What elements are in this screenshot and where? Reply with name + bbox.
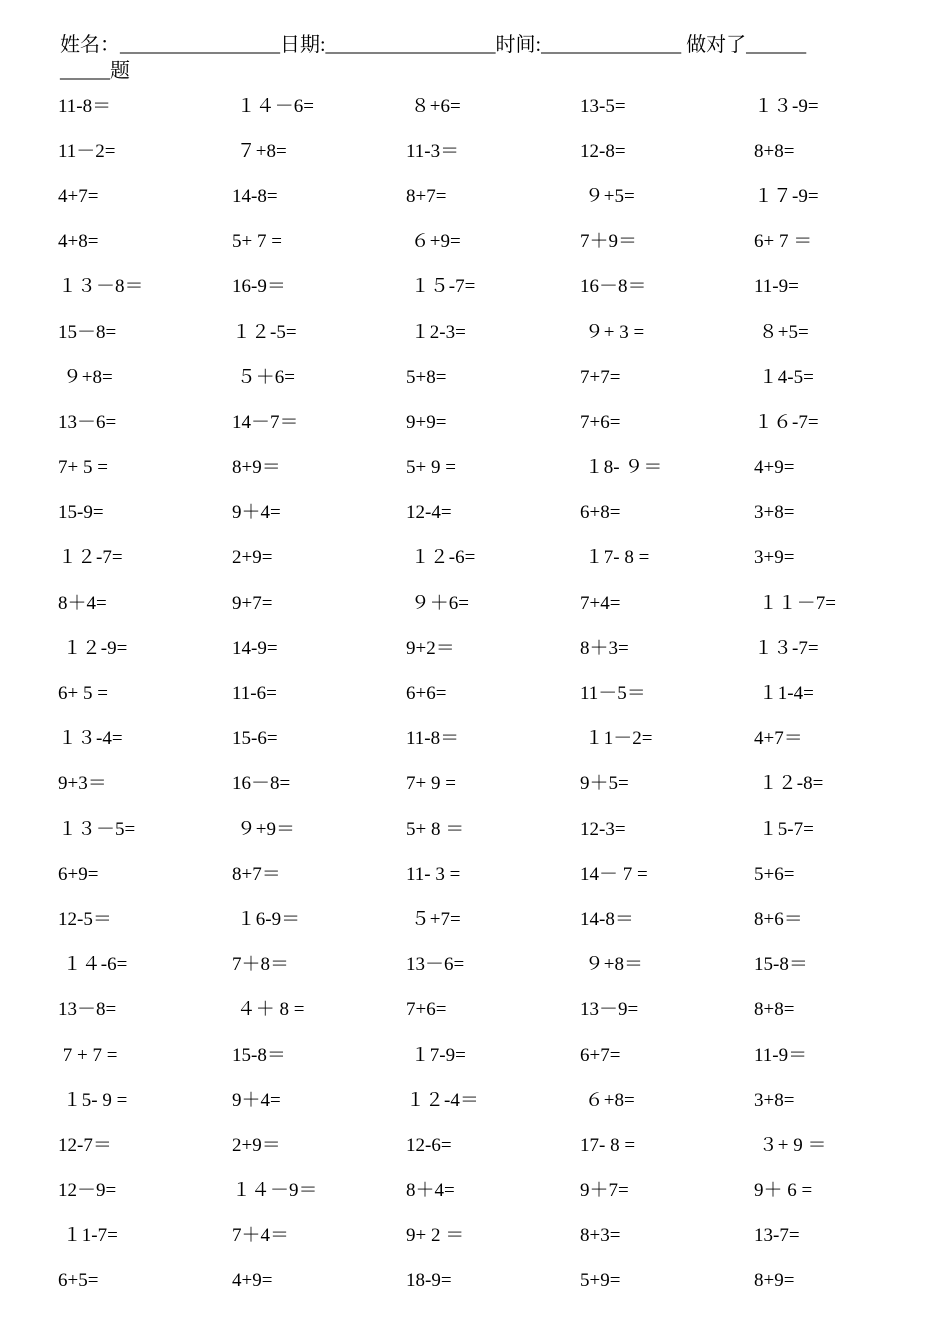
problem-row — [58, 129, 928, 174]
arithmetic-problem: 6+8= — [580, 502, 621, 524]
arithmetic-problem: １２-8= — [754, 773, 824, 795]
arithmetic-problem: １２-4＝ — [406, 1089, 479, 1111]
arithmetic-problem: 8+7＝ — [232, 863, 281, 885]
arithmetic-problem: ７+8= — [232, 140, 287, 162]
arithmetic-problem: 8+7= — [406, 185, 447, 207]
problem-row — [58, 536, 928, 581]
arithmetic-problem: 3+9= — [754, 547, 795, 569]
arithmetic-problem: 6+ 7 ＝ — [754, 231, 813, 253]
arithmetic-problem: 3+8= — [754, 502, 795, 524]
arithmetic-problem: １5- 9 = — [58, 1089, 128, 1111]
arithmetic-problem: １３-4= — [58, 728, 123, 750]
arithmetic-problem: 17- 8 = — [580, 1134, 636, 1156]
arithmetic-problem: 8＋4= — [58, 592, 107, 614]
problem-row — [58, 943, 928, 988]
arithmetic-problem: 16-9＝ — [232, 276, 286, 298]
arithmetic-problem: ９+8= — [58, 366, 113, 388]
problem-row — [58, 1214, 928, 1259]
arithmetic-problem: １２-7= — [58, 547, 123, 569]
problem-row — [58, 265, 928, 310]
arithmetic-problem: １３-9= — [754, 95, 819, 117]
header-fields-line: 姓名：________________日期:_________________时间:______________ 做对了______ — [60, 34, 807, 56]
arithmetic-problem: 7＋4＝ — [232, 1225, 290, 1247]
arithmetic-problem: １5-7= — [754, 818, 814, 840]
arithmetic-problem: ９+8＝ — [580, 954, 643, 976]
arithmetic-problem: 3+8= — [754, 1089, 795, 1111]
arithmetic-problem: 9＋7= — [580, 1180, 629, 1202]
problem-row — [58, 988, 928, 1033]
arithmetic-problem: 12-3= — [580, 818, 626, 840]
arithmetic-problem: 16－8＝ — [580, 276, 647, 298]
arithmetic-problem: 12-8= — [580, 140, 626, 162]
arithmetic-problem: 5+ 7 = — [232, 231, 282, 253]
arithmetic-problem: ３+ 9 ＝ — [754, 1134, 827, 1156]
arithmetic-problem: 15-6= — [232, 728, 278, 750]
arithmetic-problem: 18-9= — [406, 1270, 452, 1292]
arithmetic-problem: 9+9= — [406, 411, 447, 433]
arithmetic-problem: 6+6= — [406, 683, 447, 705]
arithmetic-problem: 16－8= — [232, 773, 291, 795]
problem-row — [58, 1169, 928, 1214]
arithmetic-problem: 7+ 5 = — [58, 457, 108, 479]
arithmetic-problem: 7+6= — [580, 411, 621, 433]
arithmetic-problem: 8+3= — [580, 1225, 621, 1247]
problem-row — [58, 1123, 928, 1168]
arithmetic-problem: 6+ 5 = — [58, 683, 108, 705]
arithmetic-problem: ９＋6= — [406, 592, 469, 614]
problem-row — [58, 400, 928, 445]
arithmetic-problem: ６+8= — [580, 1089, 635, 1111]
problem-row — [58, 581, 928, 626]
arithmetic-problem: １３－5= — [58, 818, 136, 840]
arithmetic-problem: １２-9= — [58, 637, 128, 659]
arithmetic-problem: ８+6= — [406, 95, 461, 117]
arithmetic-problem: 13-5= — [580, 95, 626, 117]
arithmetic-problem: 14－7＝ — [232, 411, 299, 433]
arithmetic-problem: 5+6= — [754, 863, 795, 885]
problem-row — [58, 852, 928, 897]
arithmetic-problem: ５＋6= — [232, 366, 295, 388]
worksheet-header — [60, 32, 930, 84]
arithmetic-problem: 9＋5= — [580, 773, 629, 795]
arithmetic-problem: 12-5＝ — [58, 908, 112, 930]
arithmetic-problem: 5+ 8 ＝ — [406, 818, 465, 840]
arithmetic-problem: 14－ 7 = — [580, 863, 648, 885]
arithmetic-problem: 7＋9＝ — [580, 231, 638, 253]
arithmetic-problem: １２-5= — [232, 321, 297, 343]
problem-row — [58, 220, 928, 265]
arithmetic-problem: 4+8= — [58, 231, 99, 253]
arithmetic-problem: 7+4= — [580, 592, 621, 614]
arithmetic-problem: 13－6= — [58, 411, 117, 433]
arithmetic-problem: ６+9= — [406, 231, 461, 253]
problem-row — [58, 1259, 928, 1304]
arithmetic-problem: 9+7= — [232, 592, 273, 614]
arithmetic-problem: 7+7= — [580, 366, 621, 388]
arithmetic-problem: 11-8＝ — [406, 728, 460, 750]
arithmetic-problem: 14-8＝ — [580, 908, 634, 930]
arithmetic-problem: １３－8＝ — [58, 276, 144, 298]
arithmetic-problem: 4+7= — [58, 185, 99, 207]
arithmetic-problem: 6+7= — [580, 1044, 621, 1066]
arithmetic-problem: １２-6= — [406, 547, 476, 569]
arithmetic-problem: 7+ 9 = — [406, 773, 456, 795]
arithmetic-problem: ９+5= — [580, 185, 635, 207]
arithmetic-problem: 9＋ 6 = — [754, 1180, 813, 1202]
arithmetic-problem: 6+9= — [58, 863, 99, 885]
arithmetic-problem: １7-9= — [406, 1044, 466, 1066]
arithmetic-problem: 4+7＝ — [754, 728, 803, 750]
problem-row — [58, 310, 928, 355]
arithmetic-problem: 6+5= — [58, 1270, 99, 1292]
problem-row — [58, 717, 928, 762]
arithmetic-problem: 9+ 2 ＝ — [406, 1225, 465, 1247]
arithmetic-problem: １6-9＝ — [232, 908, 301, 930]
problem-grid — [58, 84, 928, 1304]
problem-row — [58, 807, 928, 852]
problem-row — [58, 355, 928, 400]
arithmetic-problem: 11-3＝ — [406, 140, 460, 162]
problem-row — [58, 491, 928, 536]
arithmetic-problem: １４-6= — [58, 954, 128, 976]
arithmetic-problem: 14-9= — [232, 637, 278, 659]
problem-row — [58, 1033, 928, 1078]
arithmetic-problem: 7 + 7 = — [58, 1044, 118, 1066]
arithmetic-problem: 5+9= — [580, 1270, 621, 1292]
arithmetic-problem: 11- 3 = — [406, 863, 461, 885]
problem-row — [58, 762, 928, 807]
arithmetic-problem: 4+9= — [754, 457, 795, 479]
arithmetic-problem: １４－6= — [232, 95, 314, 117]
arithmetic-problem: 12-4= — [406, 502, 452, 524]
arithmetic-problem: １４－9＝ — [232, 1180, 318, 1202]
arithmetic-problem: １６-7= — [754, 411, 819, 433]
arithmetic-problem: 2+9= — [232, 547, 273, 569]
problem-row — [58, 84, 928, 129]
arithmetic-problem: 9+2＝ — [406, 637, 455, 659]
arithmetic-problem: 8+8= — [754, 999, 795, 1021]
arithmetic-problem: １4-5= — [754, 366, 814, 388]
arithmetic-problem: 8+8= — [754, 140, 795, 162]
arithmetic-problem: 13－9= — [580, 999, 639, 1021]
arithmetic-problem: 12－9= — [58, 1180, 117, 1202]
arithmetic-problem: ４＋ 8 = — [232, 999, 305, 1021]
arithmetic-problem: 12-7＝ — [58, 1134, 112, 1156]
arithmetic-problem: １7- 8 = — [580, 547, 650, 569]
problem-row — [58, 671, 928, 716]
arithmetic-problem: 13－8= — [58, 999, 117, 1021]
arithmetic-problem: 15-9= — [58, 502, 104, 524]
arithmetic-problem: 7＋8＝ — [232, 954, 290, 976]
arithmetic-problem: 8+9= — [754, 1270, 795, 1292]
arithmetic-problem: ９+9＝ — [232, 818, 295, 840]
arithmetic-problem: 9＋4= — [232, 502, 281, 524]
arithmetic-problem: 11-8＝ — [58, 95, 112, 117]
arithmetic-problem: １５-7= — [406, 276, 476, 298]
arithmetic-problem: 13－6= — [406, 954, 465, 976]
arithmetic-problem: 8＋4= — [406, 1180, 455, 1202]
arithmetic-problem: 15-8＝ — [232, 1044, 286, 1066]
problem-row — [58, 1078, 928, 1123]
arithmetic-problem: 11-9= — [754, 276, 799, 298]
arithmetic-problem: 2+9＝ — [232, 1134, 281, 1156]
arithmetic-problem: 8+6＝ — [754, 908, 803, 930]
problem-row — [58, 897, 928, 942]
arithmetic-problem: １1-7= — [58, 1225, 118, 1247]
arithmetic-problem: １７-9= — [754, 185, 819, 207]
problem-row — [58, 174, 928, 219]
arithmetic-problem: ９+ 3 = — [580, 321, 645, 343]
arithmetic-problem: １8- ９＝ — [580, 457, 663, 479]
arithmetic-problem: １１－7= — [754, 592, 836, 614]
arithmetic-problem: 12-6= — [406, 1134, 452, 1156]
arithmetic-problem: 9+3＝ — [58, 773, 107, 795]
arithmetic-problem: 9＋4= — [232, 1089, 281, 1111]
header-score-line: _____题 — [60, 60, 130, 82]
problem-row — [58, 626, 928, 671]
arithmetic-problem: 5+ 9 = — [406, 457, 456, 479]
arithmetic-problem: 4+9= — [232, 1270, 273, 1292]
arithmetic-problem: 11－2= — [58, 140, 116, 162]
arithmetic-problem: 11-9＝ — [754, 1044, 808, 1066]
arithmetic-problem: １1－2= — [580, 728, 653, 750]
arithmetic-problem: 8+9＝ — [232, 457, 281, 479]
arithmetic-problem: 8＋3= — [580, 637, 629, 659]
arithmetic-problem: １2-3= — [406, 321, 466, 343]
arithmetic-problem: 5+8= — [406, 366, 447, 388]
arithmetic-problem: 11－5＝ — [580, 683, 646, 705]
arithmetic-problem: ５+7= — [406, 908, 461, 930]
problem-row — [58, 446, 928, 491]
arithmetic-problem: １1-4= — [754, 683, 814, 705]
arithmetic-problem: ８+5= — [754, 321, 809, 343]
arithmetic-problem: 14-8= — [232, 185, 278, 207]
arithmetic-problem: 7+6= — [406, 999, 447, 1021]
arithmetic-problem: １３-7= — [754, 637, 819, 659]
arithmetic-problem: 15-8＝ — [754, 954, 808, 976]
arithmetic-problem: 13-7= — [754, 1225, 800, 1247]
arithmetic-problem: 15－8= — [58, 321, 117, 343]
arithmetic-problem: 11-6= — [232, 683, 277, 705]
